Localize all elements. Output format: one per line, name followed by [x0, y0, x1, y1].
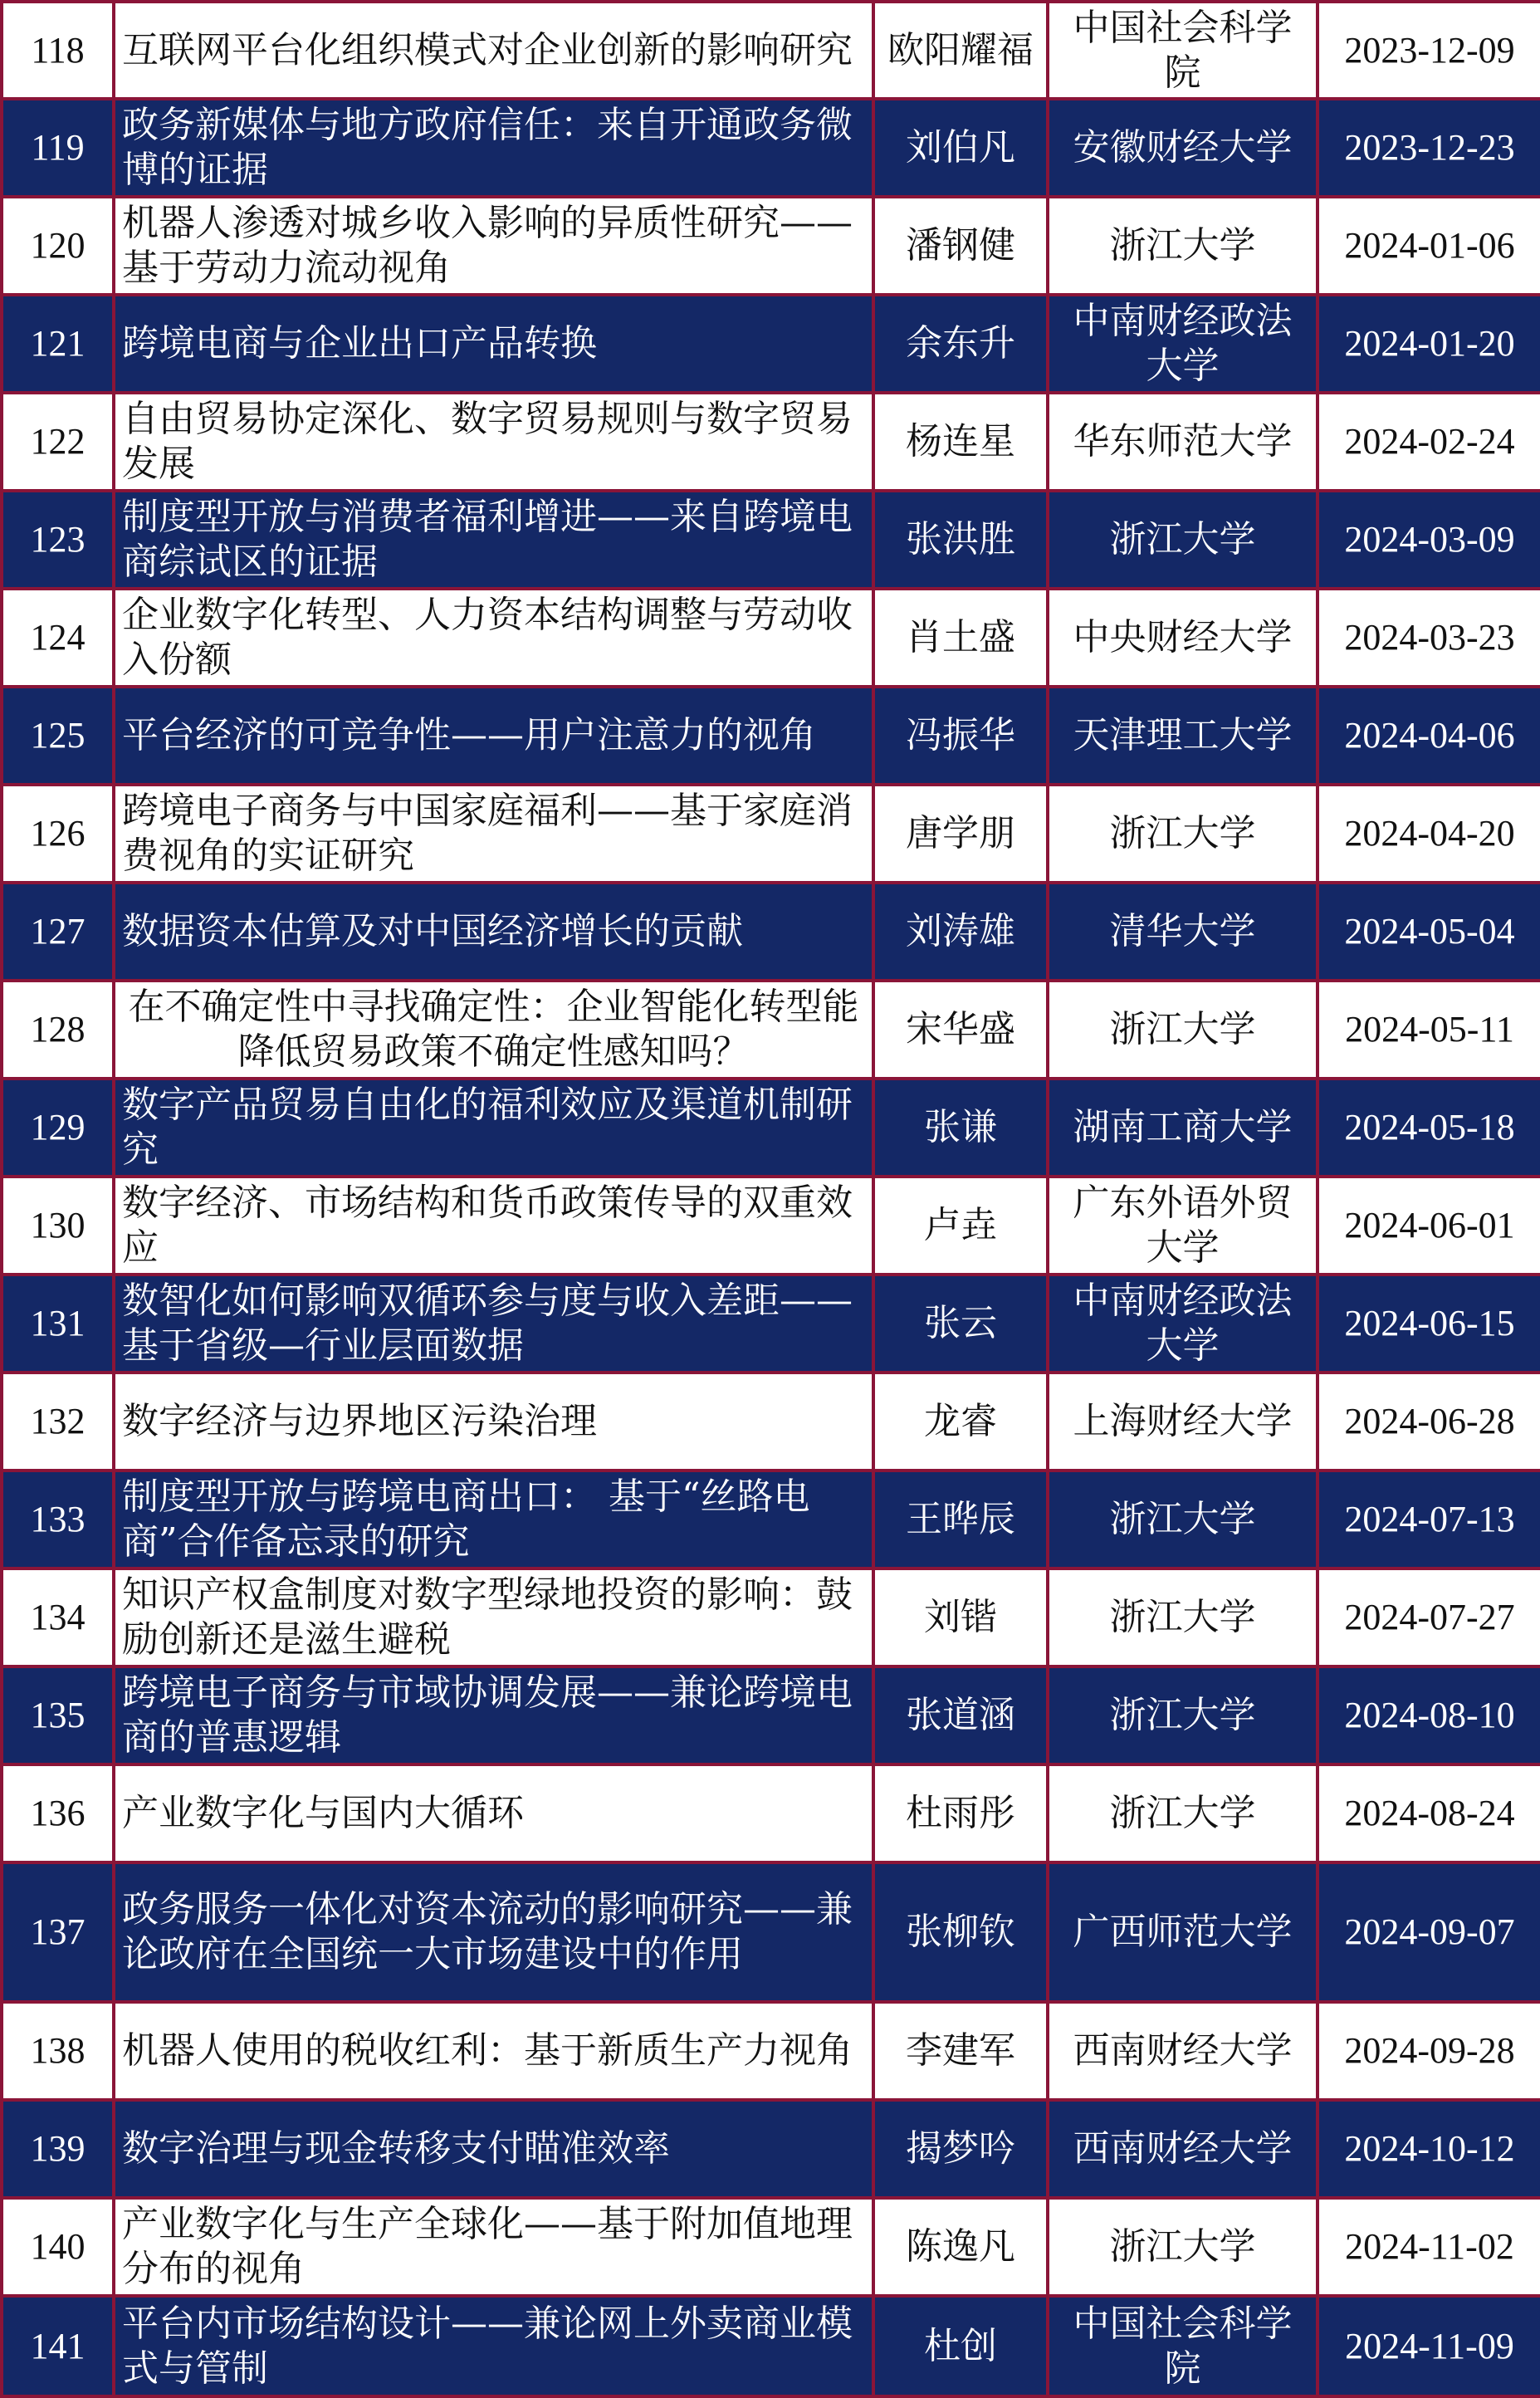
- seminar-number: 131: [2, 1275, 114, 1373]
- table-row: [2, 1666, 1540, 1764]
- speaker-name: 杜雨彤: [873, 1764, 1048, 1862]
- seminar-number: 125: [2, 687, 114, 785]
- seminar-date: 2024-08-10: [1318, 1666, 1540, 1764]
- speaker-affiliation: 浙江大学: [1048, 1666, 1318, 1764]
- seminar-date: 2023-12-23: [1318, 99, 1540, 197]
- seminar-title: 在不确定性中寻找确定性：企业智能化转型能降低贸易政策不确定性感知吗？: [114, 981, 873, 1079]
- table-row: [2, 295, 1540, 393]
- seminar-title: 互联网平台化组织模式对企业创新的影响研究: [114, 2, 873, 99]
- seminar-title: 平台经济的可竞争性——用户注意力的视角: [114, 687, 873, 785]
- table-row: [2, 2198, 1540, 2296]
- seminar-title: 数字产品贸易自由化的福利效应及渠道机制研究: [114, 1079, 873, 1177]
- seminar-number: 133: [2, 1471, 114, 1568]
- speaker-name: 刘涛雄: [873, 883, 1048, 981]
- speaker-affiliation: 浙江大学: [1048, 1471, 1318, 1568]
- seminar-number: 135: [2, 1666, 114, 1764]
- table-row: [2, 2, 1540, 99]
- seminar-date: 2024-08-24: [1318, 1764, 1540, 1862]
- seminar-number: 119: [2, 99, 114, 197]
- seminar-date: 2024-06-28: [1318, 1373, 1540, 1471]
- speaker-affiliation: 浙江大学: [1048, 1764, 1318, 1862]
- speaker-affiliation: 浙江大学: [1048, 2198, 1318, 2296]
- table-row: [2, 491, 1540, 589]
- speaker-affiliation: 浙江大学: [1048, 491, 1318, 589]
- speaker-name: 欧阳耀福: [873, 2, 1048, 99]
- seminar-title: 数智化如何影响双循环参与度与收入差距——基于省级—行业层面数据: [114, 1275, 873, 1373]
- table-row: [2, 1764, 1540, 1862]
- seminar-title: 制度型开放与跨境电商出口： 基于“丝路电商”合作备忘录的研究: [114, 1471, 873, 1568]
- speaker-name: 龙睿: [873, 1373, 1048, 1471]
- seminar-number: 141: [2, 2296, 114, 2396]
- speaker-name: 张云: [873, 1275, 1048, 1373]
- seminar-date: 2024-01-06: [1318, 197, 1540, 295]
- seminar-title: 跨境电子商务与市域协调发展——兼论跨境电商的普惠逻辑: [114, 1666, 873, 1764]
- seminar-title: 产业数字化与国内大循环: [114, 1764, 873, 1862]
- speaker-name: 陈逸凡: [873, 2198, 1048, 2296]
- speaker-affiliation: 华东师范大学: [1048, 393, 1318, 491]
- speaker-name: 杨连星: [873, 393, 1048, 491]
- seminar-date: 2024-03-09: [1318, 491, 1540, 589]
- table-row: [2, 589, 1540, 687]
- speaker-name: 肖土盛: [873, 589, 1048, 687]
- table-row: [2, 393, 1540, 491]
- seminar-number: 137: [2, 1862, 114, 2002]
- speaker-affiliation: 湖南工商大学: [1048, 1079, 1318, 1177]
- speaker-name: 潘钢健: [873, 197, 1048, 295]
- speaker-affiliation: 广西师范大学: [1048, 1862, 1318, 2002]
- speaker-name: 张谦: [873, 1079, 1048, 1177]
- seminar-number: 121: [2, 295, 114, 393]
- seminar-title: 产业数字化与生产全球化——基于附加值地理分布的视角: [114, 2198, 873, 2296]
- seminar-number: 123: [2, 491, 114, 589]
- seminar-date: 2024-06-15: [1318, 1275, 1540, 1373]
- speaker-affiliation: 中国社会科学院: [1048, 2296, 1318, 2396]
- seminar-number: 126: [2, 785, 114, 883]
- speaker-affiliation: 安徽财经大学: [1048, 99, 1318, 197]
- speaker-name: 刘锴: [873, 1568, 1048, 1666]
- table-row: [2, 2100, 1540, 2198]
- seminar-date: 2024-05-11: [1318, 981, 1540, 1079]
- speaker-affiliation: 浙江大学: [1048, 785, 1318, 883]
- seminar-title: 机器人渗透对城乡收入影响的异质性研究——基于劳动力流动视角: [114, 197, 873, 295]
- seminar-title: 数字治理与现金转移支付瞄准效率: [114, 2100, 873, 2198]
- seminar-number: 124: [2, 589, 114, 687]
- seminar-date: 2024-04-06: [1318, 687, 1540, 785]
- table-row: [2, 1275, 1540, 1373]
- seminar-title: 跨境电子商务与中国家庭福利——基于家庭消费视角的实证研究: [114, 785, 873, 883]
- seminar-number: 122: [2, 393, 114, 491]
- seminar-title: 知识产权盒制度对数字型绿地投资的影响：鼓励创新还是滋生避税: [114, 1568, 873, 1666]
- seminar-number: 118: [2, 2, 114, 99]
- seminar-number: 120: [2, 197, 114, 295]
- speaker-affiliation: 浙江大学: [1048, 981, 1318, 1079]
- table-row: [2, 1177, 1540, 1275]
- speaker-name: 杜创: [873, 2296, 1048, 2396]
- seminar-date: 2024-11-09: [1318, 2296, 1540, 2396]
- speaker-name: 张洪胜: [873, 491, 1048, 589]
- seminar-date: 2024-01-20: [1318, 295, 1540, 393]
- seminar-date: 2023-12-09: [1318, 2, 1540, 99]
- speaker-name: 冯振华: [873, 687, 1048, 785]
- speaker-affiliation: 西南财经大学: [1048, 2100, 1318, 2198]
- table-row: [2, 1079, 1540, 1177]
- speaker-name: 李建军: [873, 2002, 1048, 2100]
- table-row: [2, 1471, 1540, 1568]
- seminar-date: 2024-07-13: [1318, 1471, 1540, 1568]
- speaker-affiliation: 广东外语外贸大学: [1048, 1177, 1318, 1275]
- speaker-affiliation: 西南财经大学: [1048, 2002, 1318, 2100]
- speaker-affiliation: 浙江大学: [1048, 1568, 1318, 1666]
- speaker-name: 余东升: [873, 295, 1048, 393]
- speaker-affiliation: 天津理工大学: [1048, 687, 1318, 785]
- speaker-affiliation: 清华大学: [1048, 883, 1318, 981]
- seminar-date: 2024-02-24: [1318, 393, 1540, 491]
- speaker-name: 卢垚: [873, 1177, 1048, 1275]
- seminar-title: 政务服务一体化对资本流动的影响研究——兼论政府在全国统一大市场建设中的作用: [114, 1862, 873, 2002]
- table-row: [2, 981, 1540, 1079]
- seminar-number: 130: [2, 1177, 114, 1275]
- seminar-date: 2024-03-23: [1318, 589, 1540, 687]
- seminar-date: 2024-05-04: [1318, 883, 1540, 981]
- seminar-number: 128: [2, 981, 114, 1079]
- seminar-title: 自由贸易协定深化、数字贸易规则与数字贸易发展: [114, 393, 873, 491]
- speaker-affiliation: 上海财经大学: [1048, 1373, 1318, 1471]
- seminar-number: 138: [2, 2002, 114, 2100]
- seminar-number: 136: [2, 1764, 114, 1862]
- seminar-date: 2024-10-12: [1318, 2100, 1540, 2198]
- seminar-number: 139: [2, 2100, 114, 2198]
- table-row: [2, 1373, 1540, 1471]
- seminar-number: 140: [2, 2198, 114, 2296]
- seminar-number: 129: [2, 1079, 114, 1177]
- speaker-name: 刘伯凡: [873, 99, 1048, 197]
- speaker-affiliation: 中南财经政法大学: [1048, 295, 1318, 393]
- table-body: [2, 2, 1540, 2396]
- speaker-affiliation: 中南财经政法大学: [1048, 1275, 1318, 1373]
- seminar-title: 企业数字化转型、人力资本结构调整与劳动收入份额: [114, 589, 873, 687]
- speaker-affiliation: 中央财经大学: [1048, 589, 1318, 687]
- seminar-title: 机器人使用的税收红利：基于新质生产力视角: [114, 2002, 873, 2100]
- speaker-affiliation: 中国社会科学院: [1048, 2, 1318, 99]
- speaker-name: 张道涵: [873, 1666, 1048, 1764]
- seminar-title: 数据资本估算及对中国经济增长的贡献: [114, 883, 873, 981]
- speaker-name: 宋华盛: [873, 981, 1048, 1079]
- table-row: [2, 2002, 1540, 2100]
- table-row: [2, 687, 1540, 785]
- seminar-title: 数字经济、市场结构和货币政策传导的双重效应: [114, 1177, 873, 1275]
- seminar-number: 127: [2, 883, 114, 981]
- table-row: [2, 197, 1540, 295]
- speaker-name: 唐学朋: [873, 785, 1048, 883]
- seminar-date: 2024-06-01: [1318, 1177, 1540, 1275]
- seminar-date: 2024-11-02: [1318, 2198, 1540, 2296]
- seminar-date: 2024-09-28: [1318, 2002, 1540, 2100]
- seminar-date: 2024-09-07: [1318, 1862, 1540, 2002]
- speaker-name: 王晔辰: [873, 1471, 1048, 1568]
- table-row: [2, 785, 1540, 883]
- seminar-date: 2024-05-18: [1318, 1079, 1540, 1177]
- seminar-title: 政务新媒体与地方政府信任：来自开通政务微博的证据: [114, 99, 873, 197]
- seminar-title: 制度型开放与消费者福利增进——来自跨境电商综试区的证据: [114, 491, 873, 589]
- seminar-title: 跨境电商与企业出口产品转换: [114, 295, 873, 393]
- seminar-title: 数字经济与边界地区污染治理: [114, 1373, 873, 1471]
- seminar-date: 2024-04-20: [1318, 785, 1540, 883]
- speaker-affiliation: 浙江大学: [1048, 197, 1318, 295]
- table-row: [2, 2296, 1540, 2396]
- table-row: [2, 99, 1540, 197]
- speaker-name: 张柳钦: [873, 1862, 1048, 2002]
- seminar-title: 平台内市场结构设计——兼论网上外卖商业模式与管制: [114, 2296, 873, 2396]
- seminar-date: 2024-07-27: [1318, 1568, 1540, 1666]
- table-row: [2, 1862, 1540, 2002]
- table-row: [2, 1568, 1540, 1666]
- speaker-name: 揭梦吟: [873, 2100, 1048, 2198]
- seminar-number: 132: [2, 1373, 114, 1471]
- seminar-number: 134: [2, 1568, 114, 1666]
- table-row: [2, 883, 1540, 981]
